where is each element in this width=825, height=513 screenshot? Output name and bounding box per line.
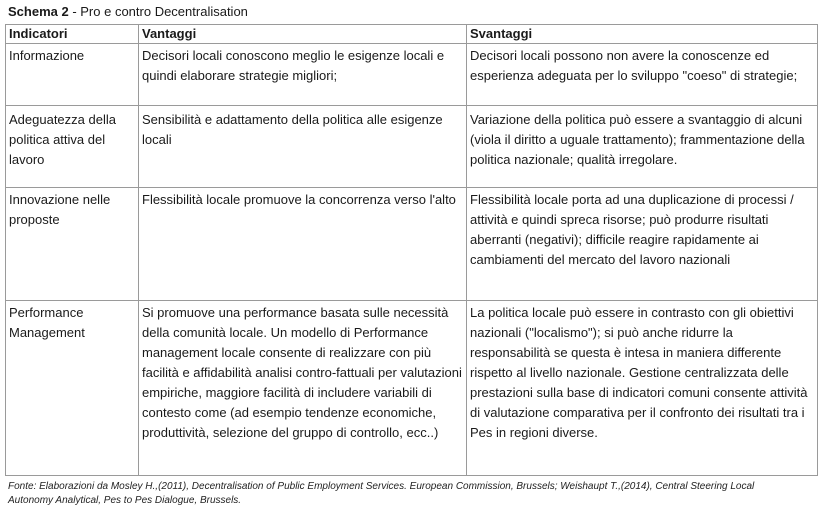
pro-contro-table xyxy=(5,24,818,476)
indicator-cell: Informazione xyxy=(6,44,139,106)
header-vantaggi: Vantaggi xyxy=(139,25,467,44)
svantaggi-cell: La politica locale può essere in contrasto con gli obiettivi nazionali ("localismo"); si può anche ridurre la responsabilità se questa è intesa in maniera differente rispetto al livello nazionale. Gestione centralizzata delle prestazioni sulla base di indicatori comuni consente attività di valutazione comparativa per il confronto dei risultati tra i Pes in regioni diverse. xyxy=(467,301,818,476)
schema-label: Schema 2 xyxy=(8,4,69,19)
table-header-row xyxy=(6,25,818,44)
svantaggi-cell: Flessibilità locale porta ad una duplicazione di processi / attività e quindi spreca risorse; può produrre risultati aberranti (negativi); difficile reagire rapidamente ai cambiamenti del mercato del lavoro nazionali xyxy=(467,188,818,301)
title-separator: - xyxy=(68,4,81,19)
schema-title-text: Pro e contro Decentralisation xyxy=(80,4,248,19)
table-row xyxy=(6,188,818,301)
table-row xyxy=(6,44,818,106)
source-footnote: Fonte: Elaborazioni da Mosley H.,(2011), Decentralisation of Public Employment Services. European Commission, Brussels; Weishaupt T.,(2014), Central Steering Local Autonomy Analytical, Pes to Pes Dialogue, Brussels. xyxy=(8,481,755,506)
indicator-cell: Performance Management xyxy=(6,301,139,476)
table-row xyxy=(6,106,818,188)
vantaggi-cell: Decisori locali conoscono meglio le esigenze locali e quindi elaborare strategie migliori; xyxy=(139,44,467,106)
schema-title xyxy=(8,4,248,20)
indicator-cell: Adeguatezza della politica attiva del lavoro xyxy=(6,106,139,188)
vantaggi-cell: Sensibilità e adattamento della politica alle esigenze locali xyxy=(139,106,467,188)
header-svantaggi: Svantaggi xyxy=(467,25,818,44)
vantaggi-cell: Flessibilità locale promuove la concorrenza verso l'alto xyxy=(139,188,467,301)
svantaggi-cell: Decisori locali possono non avere la conoscenze ed esperienza adeguata per lo sviluppo "coeso" di strategie; xyxy=(467,44,818,106)
table-row xyxy=(6,301,818,476)
svantaggi-cell: Variazione della politica può essere a svantaggio di alcuni (viola il diritto a uguale trattamento); frammentazione della politica nazionale; qualità irregolare. xyxy=(467,106,818,188)
indicator-cell: Innovazione nelle proposte xyxy=(6,188,139,301)
header-indicatori: Indicatori xyxy=(6,25,139,44)
vantaggi-cell: Si promuove una performance basata sulle necessità della comunità locale. Un modello di Performance management locale consente di realizzare con più facilità e affidabilità analisi contro-fattuali per valutazioni empiriche, maggiore facilità di includere variabili di contesto come (ad esempio tendenze economiche, produttività, selezione del gruppo di controllo, ecc..) xyxy=(139,301,467,476)
